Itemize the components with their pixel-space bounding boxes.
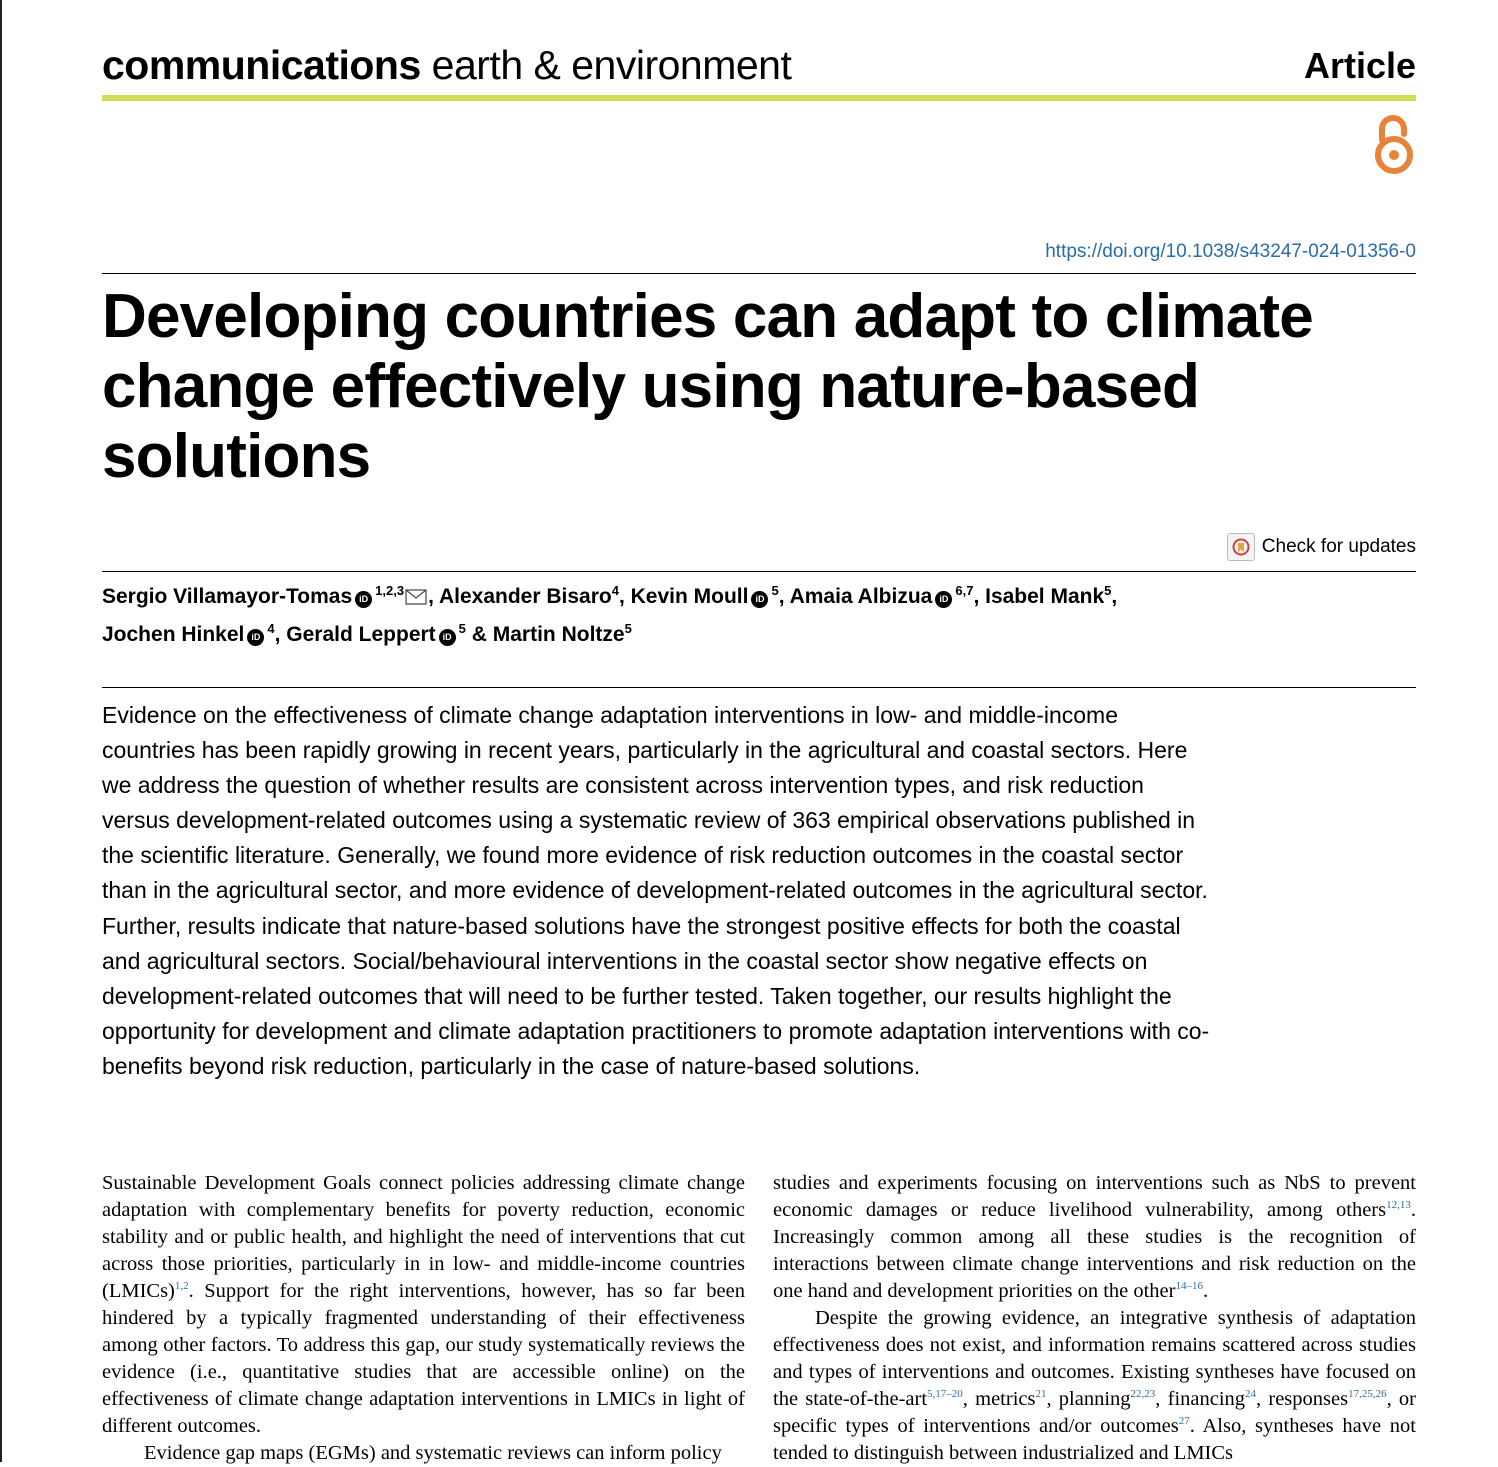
reference-link[interactable]: 24 [1245, 1388, 1257, 1401]
author-list: Sergio Villamayor-Tomas iD$^{1,2,3}$ , Alexander Bisaro$^4$, Kevin Moull $iD^5$, Amaia Albizua iD$^{6,7}$, Isabel Mank$^5$, Jochen Hinkel $iD^4$, Gerald Leppert $iD^5$ & Martin Noltze$^5$ [102, 583, 1118, 646]
page-edge [0, 0, 2, 1462]
affiliation-superscript: 4 [611, 583, 619, 598]
divider-abstract-top [102, 687, 1416, 688]
orcid-icon[interactable]: iD [439, 629, 456, 646]
divider-authors-top [102, 571, 1416, 572]
reference-link[interactable]: 12,13 [1386, 1199, 1411, 1212]
abstract: Evidence on the effectiveness of climate change adaptation interventions in low- and middle-income countries has been rapidly growing in recent years, particularly in the agricultural and coastal sectors. Here we address the question of whether results are consistent across intervention types, and risk reduction versus development-related outcomes using a systematic review of 363 empirical observations published in the scientific literature. Generally, we found more evidence of risk reduction outcomes in the coastal sector than in the agricultural sector, and more evidence of development-related outcomes in the agricultural sector. Further, results indicate that nature-based solutions have the strongest positive effects for both the coastal and agricultural sectors. Social/behavioural interventions in the coastal sector show negative effects on development-related outcomes that will need to be further tested. Taken together, our results highlight the opportunity for development and climate adaptation practitioners to promote adaptation interventions with co-benefits beyond risk reduction, particularly in the case of nature-based solutions. [102, 702, 1210, 1079]
reference-link[interactable]: 17,25,26 [1348, 1388, 1387, 1401]
email-icon[interactable] [405, 589, 427, 605]
orcid-icon[interactable]: iD [247, 629, 264, 646]
reference-link[interactable]: 1,2 [174, 1280, 189, 1293]
journal-name [102, 42, 791, 89]
affiliation-superscript: 6,7 [955, 583, 974, 598]
check-for-updates-button[interactable] [1227, 533, 1416, 561]
reference-link[interactable]: 22,23 [1130, 1388, 1156, 1401]
orcid-icon[interactable]: iD [751, 591, 768, 608]
journal-name-rest: earth & environment [420, 42, 792, 88]
body-paragraph: Sustainable Development Goals connect policies addressing climate change adaptation with complementary benefits for poverty reduction, economic stability and or public health, and highlight the need of interventions that cut across those priorities, particularly in in low- and middle-income countries (LMICs)$^{1,2}$. Support for the right interventions, however, has so far been hindered by a typically fragmented understanding of their effectiveness among other factors. To address this gap, our study systematically reviews the evidence (i.e., quantitative studies that are accessible online) on the effectiveness of climate change adaptation interventions in LMICs in light of different outcomes. [102, 1172, 745, 1437]
open-access-icon [1372, 112, 1418, 176]
affiliation-superscript: 5 [624, 621, 632, 636]
author-name[interactable]: Sergio Villamayor-Tomas [102, 585, 353, 608]
doi-link[interactable]: https://doi.org/10.1038/s43247-024-01356-0 [1045, 241, 1416, 262]
reference-link[interactable]: 5,17–20 [927, 1388, 963, 1401]
author-name[interactable]: Martin Noltze [492, 623, 625, 646]
affiliation-superscript: 5 [771, 583, 779, 598]
body-paragraph: Evidence gap maps (EGMs) and systematic reviews can inform policy [144, 1442, 722, 1464]
body-paragraph: studies and experiments focusing on interventions such as NbS to prevent economic damages or reduce livelihood vulnerability, among others$^{12,13}$. Increasingly common among all these studies is the recognition of interactions between climate change interventions and risk reduction on the one hand and development priorities on the other$^{14-16}$. [773, 1172, 1416, 1302]
journal-name-bold: communications [102, 42, 421, 88]
orcid-icon[interactable]: iD [935, 591, 952, 608]
reference-link[interactable]: 14–16 [1175, 1280, 1203, 1293]
reference-link[interactable]: 21 [1035, 1388, 1047, 1401]
author-name[interactable]: Kevin Moull [630, 585, 749, 608]
author-name[interactable]: Isabel Mank [985, 585, 1105, 608]
affiliation-superscript: 5 [458, 621, 466, 636]
affiliation-superscript: 4 [267, 621, 275, 636]
article-type: Article [1303, 45, 1416, 86]
check-for-updates-icon [1227, 533, 1255, 561]
affiliation-superscript: 5 [1104, 583, 1112, 598]
reference-link[interactable]: 27 [1178, 1415, 1190, 1428]
author-name[interactable]: Alexander Bisaro [438, 585, 612, 608]
author-name[interactable]: Amaia Albizua [789, 585, 933, 608]
author-name[interactable]: Gerald Leppert [286, 623, 436, 646]
body-column-left [102, 1170, 745, 1467]
body-column-right [773, 1170, 1416, 1467]
check-for-updates-label: Check for updates [1261, 536, 1416, 557]
article-title: Developing countries can adapt to climate change effectively using nature-based solutions [102, 282, 1313, 491]
divider-title-top [102, 273, 1416, 274]
orcid-icon[interactable]: iD [355, 591, 372, 608]
body-paragraph: Despite the growing evidence, an integrative synthesis of adaptation effectiveness does not exist, and information remains scattered across studies and types of interventions and outcomes. Existing syntheses have focused on the state-of-the-art$^{5,17-20}$, metrics$^{21}$, planning$^{22,23}$, financing$^{24}$, responses$^{17,25,26}$, or specific types of interventions and/or outcomes$^{27}$. Also, syntheses have not tended to distinguish between industrialized and LMICs [773, 1307, 1416, 1464]
author-name[interactable]: Jochen Hinkel [102, 623, 245, 646]
affiliation-superscript: 1,2,3 [375, 583, 405, 598]
header-accent-bar [102, 95, 1416, 101]
